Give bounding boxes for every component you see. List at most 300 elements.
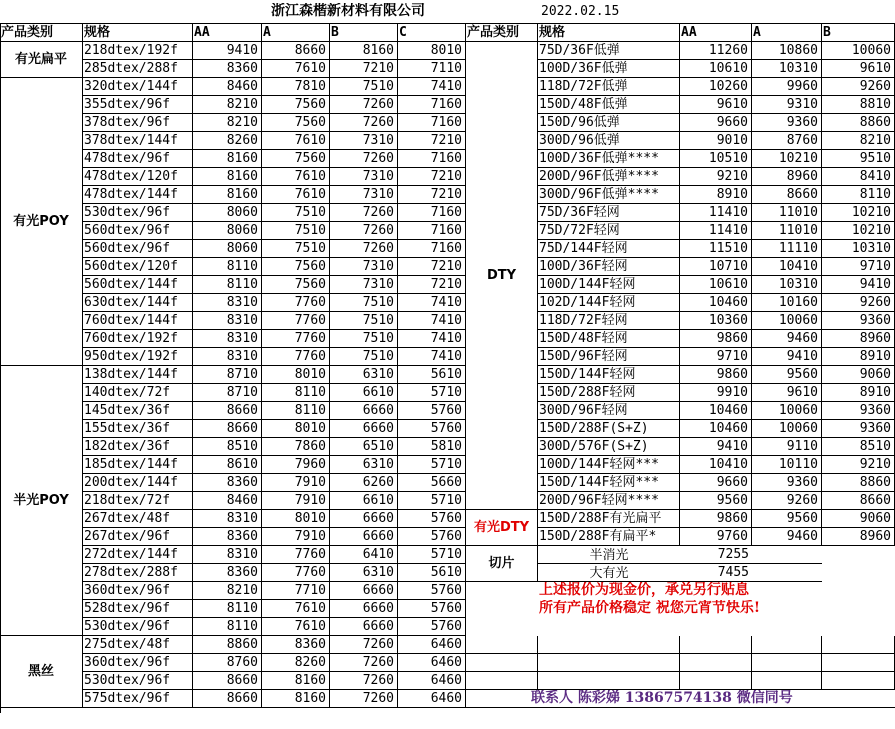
left-price: 7310 xyxy=(330,258,398,276)
left-price: 6310 xyxy=(330,564,398,582)
left-spec: 378dtex/144f xyxy=(83,132,193,150)
left-price: 7160 xyxy=(398,96,466,114)
left-price: 7860 xyxy=(262,438,330,456)
right-price: 10860 xyxy=(752,42,822,60)
right-price: 10060 xyxy=(752,420,822,438)
right-spec: 200D/96F低弹**** xyxy=(538,168,680,186)
left-price: 6660 xyxy=(330,528,398,546)
empty-cell xyxy=(752,672,822,690)
right-price: 9460 xyxy=(752,330,822,348)
left-price: 7410 xyxy=(398,78,466,96)
left-price: 5760 xyxy=(398,528,466,546)
left-price: 7310 xyxy=(330,132,398,150)
right-spec: 100D/36F低弹**** xyxy=(538,150,680,168)
right-price: 10310 xyxy=(752,60,822,78)
left-price: 8310 xyxy=(193,294,262,312)
left-price: 7710 xyxy=(262,582,330,600)
left-price: 5760 xyxy=(398,582,466,600)
left-price: 7260 xyxy=(330,222,398,240)
left-price: 8160 xyxy=(330,42,398,60)
left-category: 有光POY xyxy=(0,78,83,366)
left-price: 7410 xyxy=(398,312,466,330)
right-price: 9760 xyxy=(680,528,752,546)
left-price: 8110 xyxy=(193,600,262,618)
right-spec: 150D/288F轻网 xyxy=(538,384,680,402)
right-price: 8660 xyxy=(752,186,822,204)
left-spec: 272dtex/144f xyxy=(83,546,193,564)
right-price: 8910 xyxy=(822,384,895,402)
left-price: 8310 xyxy=(193,312,262,330)
left-price: 6460 xyxy=(398,654,466,672)
right-price: 11510 xyxy=(680,240,752,258)
right-price: 9860 xyxy=(680,330,752,348)
left-price: 7410 xyxy=(398,294,466,312)
empty-cell xyxy=(538,672,680,690)
right-price: 10510 xyxy=(680,150,752,168)
left-price: 7160 xyxy=(398,114,466,132)
left-price: 7160 xyxy=(398,150,466,168)
left-price: 7560 xyxy=(262,258,330,276)
left-price: 6510 xyxy=(330,438,398,456)
left-spec: 950dtex/192f xyxy=(83,348,193,366)
left-price: 6660 xyxy=(330,600,398,618)
left-spec: 267dtex/48f xyxy=(83,510,193,528)
left-price: 7210 xyxy=(398,168,466,186)
left-price: 7160 xyxy=(398,222,466,240)
left-spec: 155dtex/36f xyxy=(83,420,193,438)
left-price: 7510 xyxy=(330,330,398,348)
right-price: 9610 xyxy=(680,96,752,114)
right-price: 9360 xyxy=(822,420,895,438)
left-price: 8110 xyxy=(262,384,330,402)
right-spec: 300D/96F轻网 xyxy=(538,402,680,420)
right-price: 9960 xyxy=(752,78,822,96)
right-header-0: 产品类别 xyxy=(466,24,538,42)
empty-cell xyxy=(466,636,538,654)
left-price: 7210 xyxy=(398,132,466,150)
left-price: 7510 xyxy=(262,240,330,258)
left-price: 6610 xyxy=(330,492,398,510)
right-price: 9860 xyxy=(680,510,752,528)
right-spec: 300D/96低弹 xyxy=(538,132,680,150)
left-spec: 185dtex/144f xyxy=(83,456,193,474)
right-spec: 150D/96F轻网 xyxy=(538,348,680,366)
right-price: 8960 xyxy=(752,168,822,186)
left-price: 7310 xyxy=(330,168,398,186)
right-spec: 100D/36F轻网 xyxy=(538,258,680,276)
right-price: 8910 xyxy=(680,186,752,204)
left-spec: 530dtex/96f xyxy=(83,672,193,690)
left-price: 8260 xyxy=(193,132,262,150)
left-price: 5760 xyxy=(398,618,466,636)
left-price: 8710 xyxy=(193,366,262,384)
right-price: 9360 xyxy=(822,402,895,420)
left-price: 8210 xyxy=(193,582,262,600)
left-price: 7510 xyxy=(330,312,398,330)
left-price: 5660 xyxy=(398,474,466,492)
right-spec: 102D/144F轻网 xyxy=(538,294,680,312)
right-price: 11410 xyxy=(680,204,752,222)
left-spec: 355dtex/96f xyxy=(83,96,193,114)
right-price: 10610 xyxy=(680,276,752,294)
right-price: 8810 xyxy=(822,96,895,114)
right-price: 9510 xyxy=(822,150,895,168)
right-price: 9710 xyxy=(822,258,895,276)
left-price: 7610 xyxy=(262,600,330,618)
left-price: 7110 xyxy=(398,60,466,78)
left-price: 7560 xyxy=(262,114,330,132)
right-price: 9560 xyxy=(752,510,822,528)
left-price: 8310 xyxy=(193,348,262,366)
left-price: 7260 xyxy=(330,114,398,132)
left-price: 5760 xyxy=(398,600,466,618)
left-price: 6310 xyxy=(330,366,398,384)
right-price: 9910 xyxy=(680,384,752,402)
right-spec: 75D/36F轻网 xyxy=(538,204,680,222)
right-spec: 100D/36F低弹 xyxy=(538,60,680,78)
left-price: 7260 xyxy=(330,690,398,708)
left-price: 7160 xyxy=(398,204,466,222)
empty-cell xyxy=(752,636,822,654)
left-spec: 560dtex/120f xyxy=(83,258,193,276)
left-price: 7210 xyxy=(398,276,466,294)
left-price: 7610 xyxy=(262,132,330,150)
right-price: 9360 xyxy=(752,114,822,132)
right-spec: 300D/96F低弹**** xyxy=(538,186,680,204)
right-price: 9410 xyxy=(680,438,752,456)
left-price: 7760 xyxy=(262,330,330,348)
left-price: 8510 xyxy=(193,438,262,456)
notice-cash-price: 上述报价为现金价，承兑另行贴息 xyxy=(539,582,749,598)
empty-cell xyxy=(680,672,752,690)
right-price: 8660 xyxy=(822,492,895,510)
left-spec: 760dtex/192f xyxy=(83,330,193,348)
right-price: 10460 xyxy=(680,402,752,420)
left-price: 8460 xyxy=(193,492,262,510)
left-price: 6260 xyxy=(330,474,398,492)
right-price: 8960 xyxy=(822,330,895,348)
left-spec: 278dtex/288f xyxy=(83,564,193,582)
right-price: 8510 xyxy=(822,438,895,456)
left-price: 8160 xyxy=(193,168,262,186)
left-price: 7210 xyxy=(398,258,466,276)
left-price: 8860 xyxy=(193,636,262,654)
chip-price: 7255 xyxy=(717,547,749,562)
left-price: 8660 xyxy=(262,42,330,60)
left-price: 7760 xyxy=(262,294,330,312)
right-price: 10060 xyxy=(822,42,895,60)
left-price: 7910 xyxy=(262,492,330,510)
right-price: 10410 xyxy=(752,258,822,276)
left-header-2: AA xyxy=(193,24,262,42)
right-price: 10360 xyxy=(680,312,752,330)
left-price: 8610 xyxy=(193,456,262,474)
left-spec: 530dtex/96f xyxy=(83,204,193,222)
left-price: 6460 xyxy=(398,690,466,708)
left-price: 6310 xyxy=(330,456,398,474)
left-price: 7610 xyxy=(262,60,330,78)
right-price: 8760 xyxy=(752,132,822,150)
right-price: 9260 xyxy=(752,492,822,510)
left-spec: 560dtex/144f xyxy=(83,276,193,294)
left-header-5: C xyxy=(398,24,466,42)
left-price: 7410 xyxy=(398,348,466,366)
right-spec: 150D/48F轻网 xyxy=(538,330,680,348)
empty-cell xyxy=(680,654,752,672)
left-price: 8360 xyxy=(193,474,262,492)
right-spec: 150D/288F(S+Z) xyxy=(538,420,680,438)
left-price: 7560 xyxy=(262,150,330,168)
right-price: 9210 xyxy=(822,456,895,474)
left-price: 7260 xyxy=(330,654,398,672)
right-price: 10460 xyxy=(680,420,752,438)
right-price: 11410 xyxy=(680,222,752,240)
bottom-border xyxy=(466,707,895,708)
left-price: 7210 xyxy=(398,186,466,204)
left-price: 8060 xyxy=(193,204,262,222)
right-price: 9360 xyxy=(752,474,822,492)
left-price: 7260 xyxy=(330,636,398,654)
left-price: 8310 xyxy=(193,330,262,348)
left-price: 8110 xyxy=(262,402,330,420)
left-price: 8660 xyxy=(193,690,262,708)
right-price: 9660 xyxy=(680,474,752,492)
right-header-3: A xyxy=(752,24,822,42)
right-price: 9560 xyxy=(752,366,822,384)
right-price: 8910 xyxy=(822,348,895,366)
left-price: 7610 xyxy=(262,186,330,204)
right-price: 8410 xyxy=(822,168,895,186)
right-price: 10060 xyxy=(752,312,822,330)
right-price: 9010 xyxy=(680,132,752,150)
left-price: 7260 xyxy=(330,672,398,690)
right-spec: 100D/144F轻网*** xyxy=(538,456,680,474)
right-spec: 300D/576F(S+Z) xyxy=(538,438,680,456)
right-price: 9460 xyxy=(752,528,822,546)
right-price: 11260 xyxy=(680,42,752,60)
left-header-1: 规格 xyxy=(83,24,193,42)
right-spec: 150D/96低弹 xyxy=(538,114,680,132)
left-price: 7760 xyxy=(262,348,330,366)
right-spec: 150D/288F有光扁平 xyxy=(538,510,680,528)
left-price: 8660 xyxy=(193,402,262,420)
left-price: 5710 xyxy=(398,492,466,510)
left-price: 8710 xyxy=(193,384,262,402)
left-spec: 530dtex/96f xyxy=(83,618,193,636)
left-price: 5610 xyxy=(398,366,466,384)
empty-cell xyxy=(752,654,822,672)
right-price: 9560 xyxy=(680,492,752,510)
right-price: 9310 xyxy=(752,96,822,114)
right-price: 8110 xyxy=(822,186,895,204)
left-category: 半光POY xyxy=(0,366,83,636)
right-price: 9260 xyxy=(822,78,895,96)
left-price: 5710 xyxy=(398,546,466,564)
empty-cell xyxy=(538,636,680,654)
left-price: 8110 xyxy=(193,618,262,636)
right-spec: 118D/72F轻网 xyxy=(538,312,680,330)
right-price: 9860 xyxy=(680,366,752,384)
right-price: 10060 xyxy=(752,402,822,420)
right-spec: 150D/288F有扁平* xyxy=(538,528,680,546)
left-spec: 575dtex/96f xyxy=(83,690,193,708)
left-price: 7760 xyxy=(262,312,330,330)
left-price: 8660 xyxy=(193,672,262,690)
left-price: 6460 xyxy=(398,636,466,654)
right-price: 9710 xyxy=(680,348,752,366)
empty-cell xyxy=(680,636,752,654)
left-price: 7260 xyxy=(330,150,398,168)
left-spec: 630dtex/144f xyxy=(83,294,193,312)
left-category: 黑丝 xyxy=(0,636,83,708)
left-spec: 267dtex/96f xyxy=(83,528,193,546)
right-category: 切片 xyxy=(466,546,538,582)
right-price: 8960 xyxy=(822,528,895,546)
left-spec: 218dtex/192f xyxy=(83,42,193,60)
left-spec: 145dtex/36f xyxy=(83,402,193,420)
right-price: 9610 xyxy=(752,384,822,402)
left-spec: 560dtex/96f xyxy=(83,240,193,258)
left-price: 8110 xyxy=(193,258,262,276)
left-price: 8010 xyxy=(398,42,466,60)
right-price: 8860 xyxy=(822,474,895,492)
left-price: 7210 xyxy=(330,60,398,78)
right-price: 10710 xyxy=(680,258,752,276)
empty-cell xyxy=(822,672,895,690)
left-category: 有光扁平 xyxy=(0,42,83,78)
chip-price: 7455 xyxy=(717,565,749,580)
left-price: 7510 xyxy=(330,294,398,312)
empty-cell xyxy=(822,636,895,654)
right-price: 10260 xyxy=(680,78,752,96)
left-price: 5610 xyxy=(398,564,466,582)
right-price: 9110 xyxy=(752,438,822,456)
right-price: 9060 xyxy=(822,366,895,384)
left-price: 7510 xyxy=(330,78,398,96)
left-price: 5710 xyxy=(398,456,466,474)
notice-holiday-greeting: 所有产品价格稳定 祝您元宵节快乐! xyxy=(539,600,761,616)
left-price: 8210 xyxy=(193,96,262,114)
left-price: 5760 xyxy=(398,420,466,438)
chip-type: 半消光 xyxy=(589,547,629,563)
left-price: 8210 xyxy=(193,114,262,132)
right-price: 9660 xyxy=(680,114,752,132)
left-spec: 560dtex/96f xyxy=(83,222,193,240)
left-header-4: B xyxy=(330,24,398,42)
chip-type: 大有光 xyxy=(589,565,629,581)
right-price: 10310 xyxy=(752,276,822,294)
empty-cell xyxy=(466,654,538,672)
right-spec: 75D/72F轻网 xyxy=(538,222,680,240)
left-spec: 320dtex/144f xyxy=(83,78,193,96)
left-spec: 138dtex/144f xyxy=(83,366,193,384)
left-price: 8360 xyxy=(193,60,262,78)
company-title: 浙江森楷新材料有限公司 xyxy=(271,3,425,19)
left-price: 6610 xyxy=(330,384,398,402)
right-spec: 118D/72F低弹 xyxy=(538,78,680,96)
left-price: 8160 xyxy=(262,672,330,690)
left-price: 7760 xyxy=(262,564,330,582)
left-price: 8760 xyxy=(193,654,262,672)
left-price: 7910 xyxy=(262,474,330,492)
right-price: 9410 xyxy=(752,348,822,366)
chip-row-line xyxy=(538,563,822,564)
right-price: 8860 xyxy=(822,114,895,132)
right-price: 10160 xyxy=(752,294,822,312)
left-spec: 760dtex/144f xyxy=(83,312,193,330)
left-price: 8360 xyxy=(193,528,262,546)
left-price: 7610 xyxy=(262,168,330,186)
left-price: 8460 xyxy=(193,78,262,96)
left-price: 6660 xyxy=(330,420,398,438)
right-price: 10610 xyxy=(680,60,752,78)
left-price: 8160 xyxy=(193,186,262,204)
left-spec: 140dtex/72f xyxy=(83,384,193,402)
right-price: 9360 xyxy=(822,312,895,330)
right-price: 10210 xyxy=(752,150,822,168)
left-price: 8060 xyxy=(193,240,262,258)
left-price: 8360 xyxy=(193,564,262,582)
left-price: 6660 xyxy=(330,510,398,528)
left-price: 6660 xyxy=(330,402,398,420)
left-spec: 200dtex/144f xyxy=(83,474,193,492)
right-header-2: AA xyxy=(680,24,752,42)
right-price: 11110 xyxy=(752,240,822,258)
right-price: 11010 xyxy=(752,204,822,222)
right-header-4: B xyxy=(822,24,895,42)
left-price: 7760 xyxy=(262,546,330,564)
right-price: 9210 xyxy=(680,168,752,186)
left-price: 7510 xyxy=(262,222,330,240)
right-price: 10110 xyxy=(752,456,822,474)
left-price: 7510 xyxy=(330,348,398,366)
right-spec: 75D/36F低弹 xyxy=(538,42,680,60)
right-header-1: 规格 xyxy=(538,24,680,42)
left-price: 7310 xyxy=(330,276,398,294)
left-header-3: A xyxy=(262,24,330,42)
left-spec: 182dtex/36f xyxy=(83,438,193,456)
left-price: 7260 xyxy=(330,96,398,114)
right-price: 10460 xyxy=(680,294,752,312)
left-price: 8010 xyxy=(262,510,330,528)
empty-cell xyxy=(822,654,895,672)
right-spec: 100D/144F轻网 xyxy=(538,276,680,294)
left-spec: 360dtex/96f xyxy=(83,582,193,600)
right-price: 10310 xyxy=(822,240,895,258)
right-spec: 150D/48F低弹 xyxy=(538,96,680,114)
left-price: 8010 xyxy=(262,420,330,438)
right-spec: 150D/144F轻网*** xyxy=(538,474,680,492)
left-price: 7560 xyxy=(262,276,330,294)
right-spec: 200D/96F轻网**** xyxy=(538,492,680,510)
left-spec: 478dtex/144f xyxy=(83,186,193,204)
left-spec: 378dtex/96f xyxy=(83,114,193,132)
right-price: 9610 xyxy=(822,60,895,78)
left-price: 9410 xyxy=(193,42,262,60)
left-price: 8660 xyxy=(193,420,262,438)
right-price: 8210 xyxy=(822,132,895,150)
right-price: 9060 xyxy=(822,510,895,528)
left-spec: 528dtex/96f xyxy=(83,600,193,618)
right-spec: 75D/144F轻网 xyxy=(538,240,680,258)
left-price: 6660 xyxy=(330,582,398,600)
left-spec: 218dtex/72f xyxy=(83,492,193,510)
report-date: 2022.02.15 xyxy=(541,4,620,19)
contact-info: 联系人 陈彩娣 13867574138 微信同号 xyxy=(531,690,793,706)
left-price: 8060 xyxy=(193,222,262,240)
left-spec: 360dtex/96f xyxy=(83,654,193,672)
empty-cell xyxy=(538,654,680,672)
